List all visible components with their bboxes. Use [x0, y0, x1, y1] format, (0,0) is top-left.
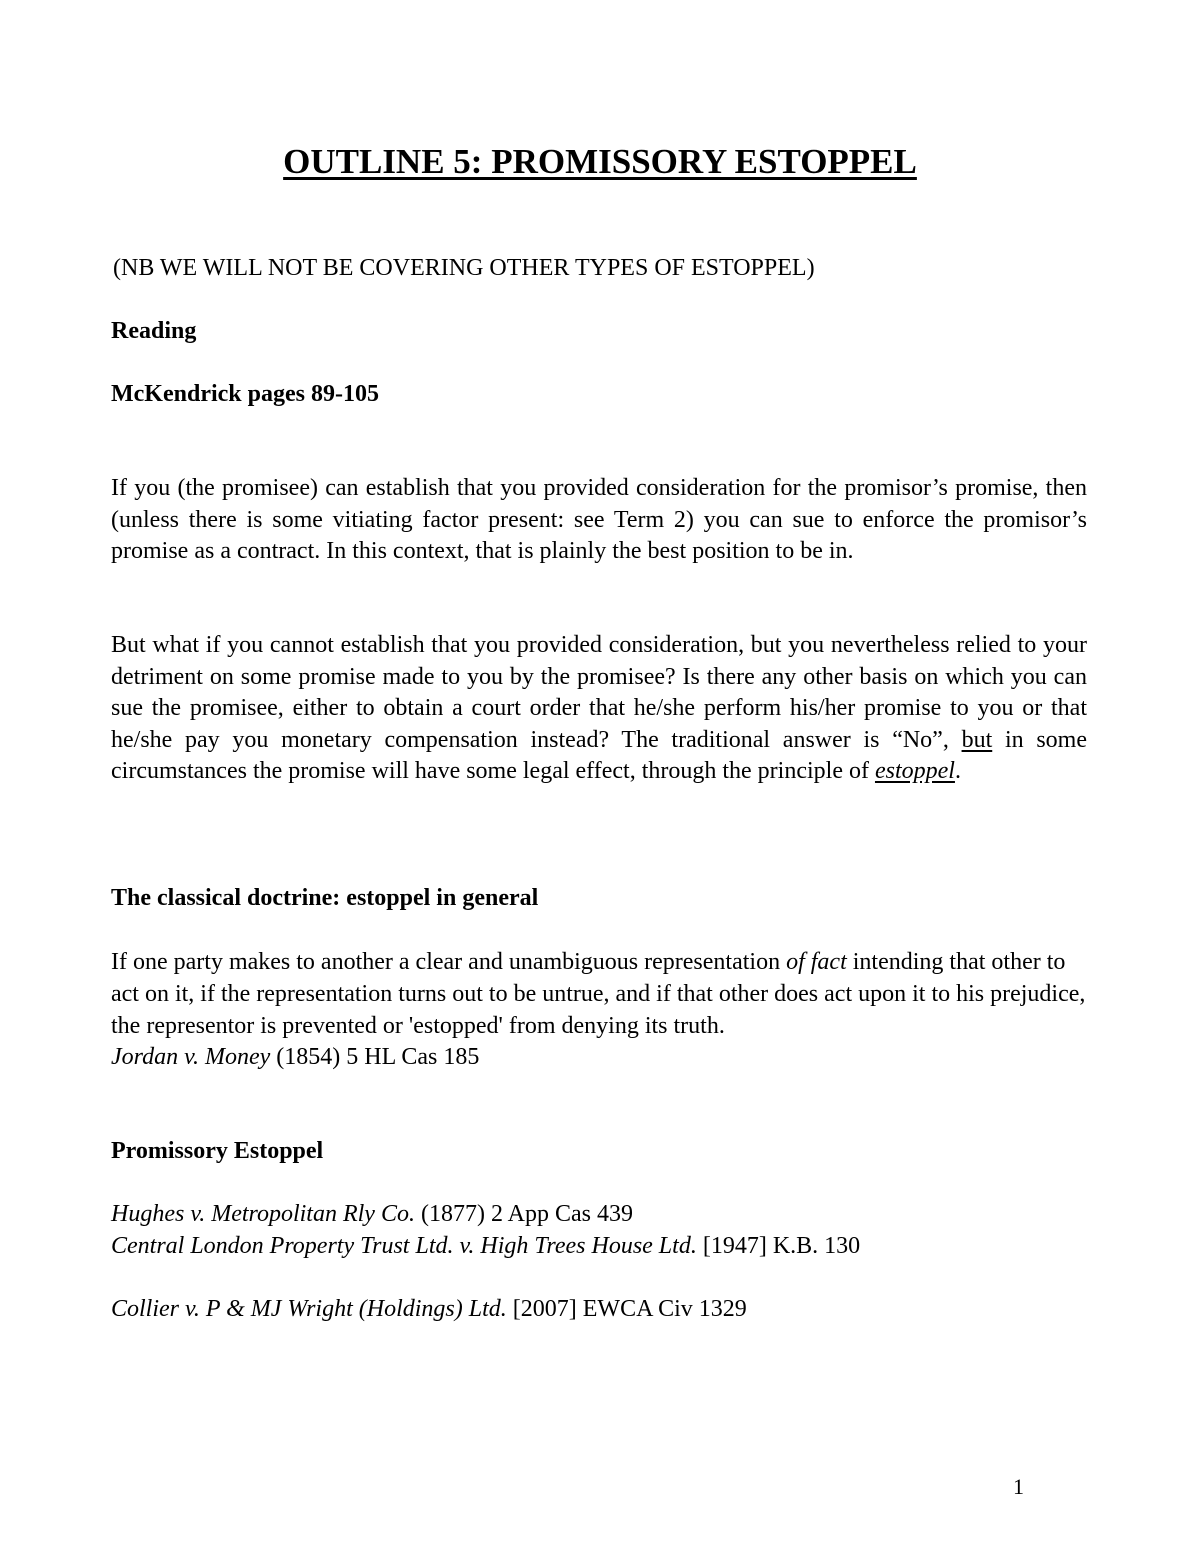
paragraph-reliance — [111, 630, 1087, 788]
scope-note: (NB WE WILL NOT BE COVERING OTHER TYPES OF ESTOPPEL) — [113, 255, 815, 281]
underlined-but: but — [961, 726, 993, 753]
paragraph-consideration: If you (the promisee) can establish that you provided consideration for the promisor’s promise, then (unless there is some vitiating factor present: see Term 2) you can sue to enforce the promisor’s promise as a contract. In this context, that is plainly the best position to be in. — [111, 475, 1087, 564]
reading-heading: Reading — [111, 318, 197, 344]
case-name: Central London Property Trust Ltd. v. High Trees House Ltd. — [111, 1233, 697, 1259]
case-jordan-v-money — [111, 1041, 479, 1073]
page-title: OUTLINE 5: PROMISSORY ESTOPPEL — [283, 142, 917, 181]
case-name: Jordan v. Money — [111, 1044, 271, 1070]
case-citation: (1877) 2 App Cas 439 — [414, 1201, 633, 1227]
promissory-estoppel-heading: Promissory Estoppel — [111, 1138, 324, 1164]
paragraph-reliance-text-b: in some circumstances the promise will have some legal effect, through the principle of — [111, 726, 1087, 784]
case-collier — [111, 1293, 747, 1325]
paragraph-classical-doctrine — [111, 946, 1091, 1042]
reading-reference: McKendrick pages 89-105 — [111, 381, 379, 407]
page-number: 1 — [1013, 1474, 1024, 1499]
of-fact-italic: of fact — [786, 949, 847, 975]
case-name: Collier v. P & MJ Wright (Holdings) Ltd. — [111, 1296, 507, 1322]
estoppel-emphasis: estoppel — [874, 758, 955, 784]
case-citation: [1947] K.B. 130 — [696, 1233, 861, 1259]
classical-text-b: intending that other to act on it, if the representation turns out to be untrue, and if that other does act upon it to his prejudice, the representor is prevented or 'estopped' from denying its truth. — [111, 949, 1086, 1039]
paragraph-reliance-text-c: . — [954, 758, 961, 784]
classical-doctrine-heading: The classical doctrine: estoppel in general — [111, 885, 539, 911]
paragraph-reliance-text-a: But what if you cannot establish that you provided consideration, but you nevertheless relied to your detriment on some promise made to you by the promisee? Is there any other basis on which you can sue the promisee, either to obtain a court order that he/she perform his/her promise to you or that he/she pay you monetary compensation instead? The traditional answer is “No”, — [111, 632, 1087, 753]
case-citation: (1854) 5 HL Cas 185 — [270, 1044, 480, 1070]
classical-text-a: If one party makes to another a clear and unambiguous representation — [111, 949, 787, 975]
case-citation: [2007] EWCA Civ 1329 — [506, 1296, 747, 1322]
case-hughes — [111, 1198, 633, 1230]
case-name: Hughes v. Metropolitan Rly Co. — [111, 1201, 415, 1227]
case-high-trees — [111, 1230, 860, 1262]
